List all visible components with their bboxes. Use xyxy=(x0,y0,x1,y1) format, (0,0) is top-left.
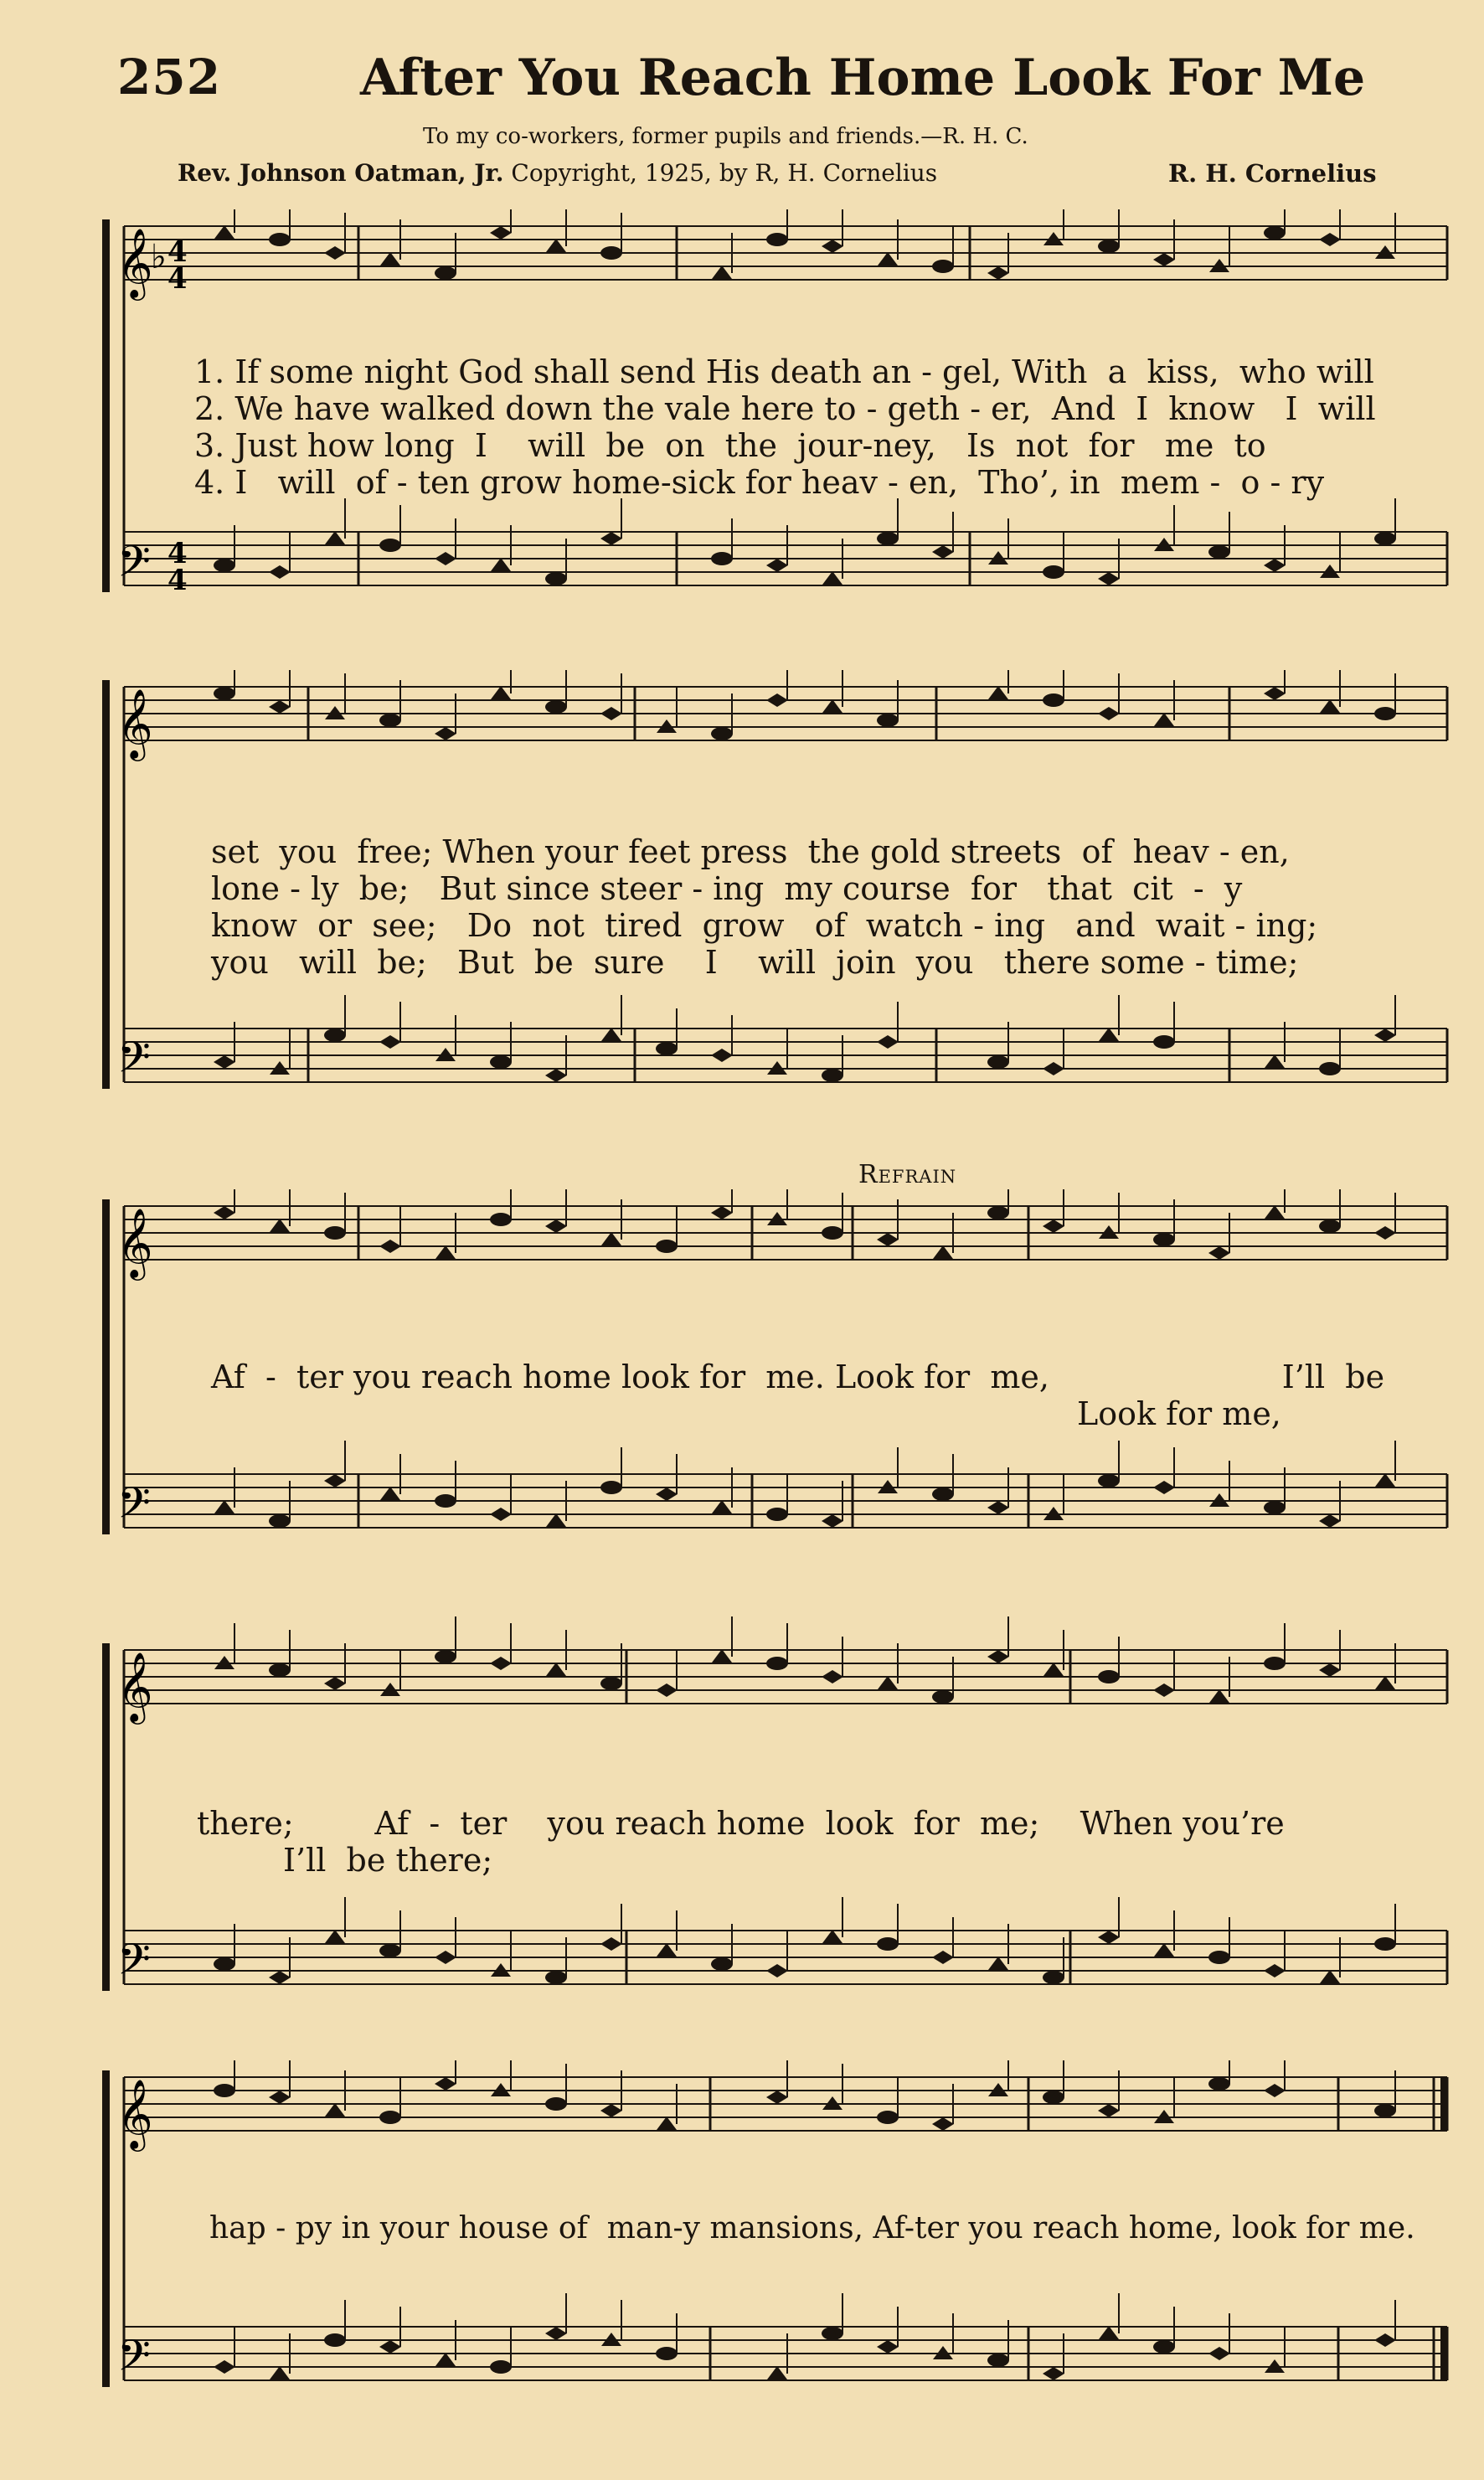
final-barline xyxy=(1434,2077,1447,2380)
author-name: Rev. Johnson Oatman, Jr. xyxy=(178,159,504,187)
bass-staff-1 xyxy=(124,532,1447,585)
treble-clef-icon: 𝄞 xyxy=(117,2078,153,2148)
time-sig-top-bass-1: 4 xyxy=(167,537,188,570)
treble-staff-4 xyxy=(124,1650,1447,1704)
treble-staff-5 xyxy=(124,2077,1447,2131)
treble-clef-icon: 𝄞 xyxy=(117,1651,153,1721)
dedication: To my co-workers, former pupils and friends.—R. H. C. xyxy=(423,124,1028,149)
verse-4-line-2: you will be; But be sure I will join you there some - time; xyxy=(211,944,1299,981)
treble-staff-2 xyxy=(124,687,1447,740)
treble-staff-1 xyxy=(124,226,1447,280)
credit-composer: R. H. Cornelius xyxy=(1168,159,1377,188)
time-sig-top-1: 4 xyxy=(167,235,188,269)
verse-3-line-2: know or see; Do not tired grow of watch - ing and wait - ing; xyxy=(211,907,1318,944)
bass-clef-icon: 𝄢 xyxy=(117,1032,151,1093)
refrain-line-3: hap - py in your house of man-y mansions, Af-ter you reach home, look for me. xyxy=(209,2211,1415,2245)
flat-key-icon: ♭ xyxy=(151,238,167,276)
treble-clef-icon: 𝄞 xyxy=(117,688,153,758)
time-sig-bottom-bass-1: 4 xyxy=(167,564,188,597)
bass-clef-icon: 𝄢 xyxy=(117,536,151,597)
refrain-line-2-lower: I’ll be there; xyxy=(283,1842,493,1879)
credit-author xyxy=(178,159,937,187)
copyright-notice: Copyright, 1925, by R, H. Cornelius xyxy=(511,159,938,187)
verse-2-line-1: 2. We have walked down the vale here to - geth - er, And I know I will xyxy=(194,390,1376,427)
verse-2-line-2: lone - ly be; But since steer - ing my course for that cit - y xyxy=(211,870,1243,907)
verse-3-line-1: 3. Just how long I will be on the jour-ney, Is not for me to xyxy=(194,427,1266,464)
bass-clef-icon: 𝄢 xyxy=(117,1477,151,1539)
treble-clef-icon: 𝄞 xyxy=(117,1207,153,1277)
bass-clef-icon: 𝄢 xyxy=(117,1934,151,1995)
verse-1-line-1: 1. If some night God shall send His death an - gel, With a kiss, who will xyxy=(194,353,1374,390)
treble-clef-icon: 𝄞 xyxy=(117,227,153,297)
bass-clef-icon: 𝄢 xyxy=(117,2330,151,2391)
music-system-5 xyxy=(99,2060,1456,2446)
bass-staff-5 xyxy=(124,2327,1447,2380)
verse-1-line-2: set you free; When your feet press the gold streets of heav - en, xyxy=(211,833,1290,870)
refrain-line-1-lower: Look for me, xyxy=(1077,1395,1281,1432)
hymn-number: 252 xyxy=(117,49,222,106)
notes-system-4 xyxy=(214,1616,1447,1984)
refrain-label: Refrain xyxy=(858,1160,957,1189)
verse-4-line-1: 4. I will of - ten grow home-sick for heav - en, Tho’, in mem - o - ry xyxy=(194,464,1325,501)
refrain-line-2: there; Af - ter you reach home look for me; When you’re xyxy=(197,1805,1285,1842)
refrain-line-1: Af - ter you reach home look for me. Look for me, I’ll be xyxy=(211,1359,1385,1395)
staff-system-5-svg xyxy=(99,2060,1456,2446)
bass-staff-4 xyxy=(124,1931,1447,1984)
treble-staff-3 xyxy=(124,1206,1447,1260)
hymn-title: After You Reach Home Look For Me xyxy=(360,49,1366,107)
bass-staff-3 xyxy=(124,1474,1447,1528)
time-sig-bottom-1: 4 xyxy=(167,262,188,296)
